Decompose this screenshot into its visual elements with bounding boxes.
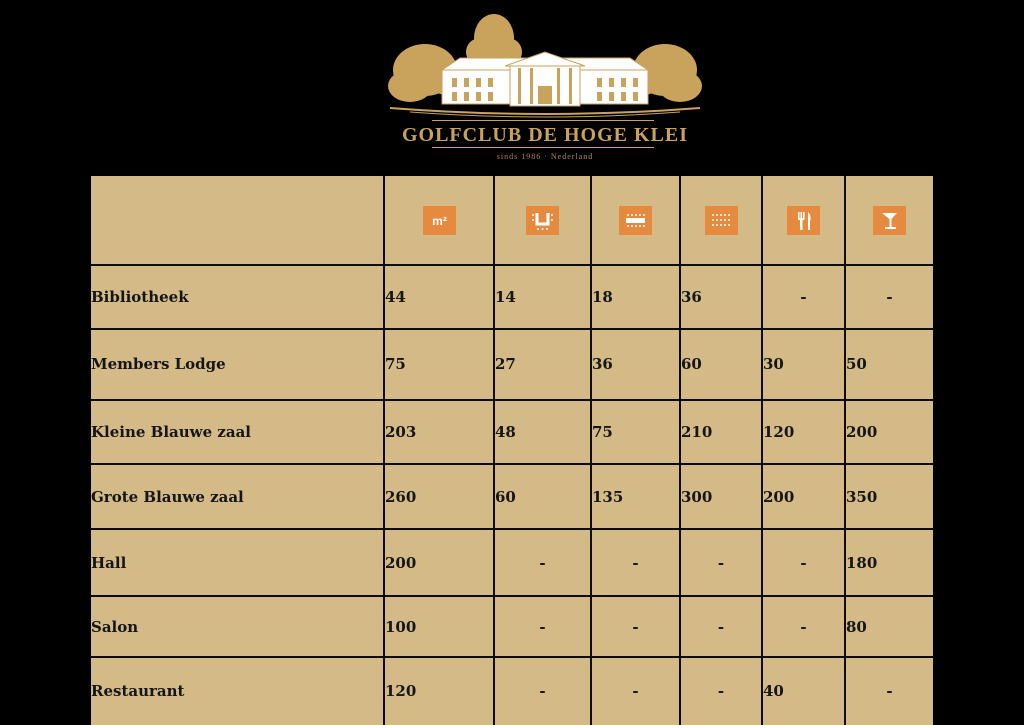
capacity-value: 40 [763,682,784,701]
capacity-value: 60 [495,487,516,506]
capacity-value: 200 [846,422,878,441]
capacity-cell [384,529,494,596]
capacity-value: 30 [763,355,784,374]
capacity-value: 36 [681,287,702,306]
room-capacity-table [91,176,933,725]
capacity-value: 210 [681,422,713,441]
table-row [91,464,933,529]
capacity-cell [494,265,591,328]
table-row [91,657,933,725]
capacity-value: 18 [592,287,613,306]
u-shape-setup-icon [526,206,559,235]
capacity-value: 200 [385,553,417,572]
capacity-cell [384,596,494,656]
capacity-value: 44 [385,287,406,306]
capacity-cell [680,400,762,464]
capacity-cell [680,329,762,400]
capacity-value: - [717,682,725,701]
room-name: Hall [91,529,384,596]
capacity-value: - [886,682,893,701]
capacity-value: 60 [681,355,702,374]
capacity-value: 120 [763,422,795,441]
capacity-value: 203 [385,422,417,441]
table-row [91,529,933,596]
capacity-value: 135 [592,487,624,506]
capacity-cell [494,464,591,529]
capacity-value: 300 [681,487,713,506]
capacity-value: - [632,617,639,636]
column-theatre [680,176,762,265]
capacity-value: - [717,553,725,572]
capacity-cell [591,657,680,725]
capacity-value: - [539,553,546,572]
capacity-value: 36 [592,355,613,374]
capacity-cell [384,657,494,725]
capacity-cell [680,464,762,529]
capacity-cell [762,265,845,328]
capacity-value: - [539,682,546,701]
capacity-value: 14 [495,287,516,306]
logo-subtitle: sinds 1986 · Nederland [496,152,594,161]
capacity-cell [845,265,933,328]
capacity-cell [384,265,494,328]
column-area [384,176,494,265]
column-dinner [762,176,845,265]
capacity-cell [591,265,680,328]
logo-rule-bottom [432,147,654,148]
logo-name: GOLFCLUB DE HOGE KLEI [401,124,689,146]
capacity-value: 180 [846,553,878,572]
capacity-cell [591,596,680,656]
capacity-value: - [800,287,807,306]
capacity-value: 80 [846,617,867,636]
header-row [91,176,933,265]
table-row [91,400,933,464]
table-row [91,596,933,656]
capacity-cell [591,464,680,529]
room-name: Grote Blauwe zaal [91,464,384,529]
capacity-cell [591,400,680,464]
capacity-cell [384,400,494,464]
room-name: Salon [91,596,384,656]
capacity-value: - [800,553,807,572]
capacity-cell [384,464,494,529]
capacity-cell [762,400,845,464]
header-blank [91,176,384,265]
capacity-value: 75 [592,422,613,441]
table-row [91,329,933,400]
room-name: Bibliotheek [91,265,384,328]
room-name: Members Lodge [91,329,384,400]
column-boardroom [591,176,680,265]
capacity-cell [494,596,591,656]
capacity-cell [845,657,933,725]
capacity-cell [762,596,845,656]
capacity-cell [384,329,494,400]
column-u-shape [494,176,591,265]
capacity-cell [845,529,933,596]
area-m2-icon [423,206,456,235]
capacity-value: - [717,617,725,636]
capacity-value: - [632,553,639,572]
capacity-cell [845,464,933,529]
capacity-value: 27 [495,355,516,374]
capacity-cell [680,529,762,596]
capacity-value: 75 [385,355,406,374]
reception-setup-icon [873,206,906,235]
capacity-value: 100 [385,617,417,636]
capacity-cell [762,529,845,596]
capacity-value: 260 [385,487,417,506]
capacity-value: 120 [385,682,417,701]
capacity-cell [680,657,762,725]
capacity-value: 48 [495,422,516,441]
capacity-cell [762,657,845,725]
capacity-cell [494,529,591,596]
capacity-cell [845,400,933,464]
capacity-cell [591,529,680,596]
room-name: Restaurant [91,657,384,725]
capacity-value: - [632,682,639,701]
capacity-cell [762,464,845,529]
capacity-value: 50 [846,355,867,374]
capacity-value: - [886,287,893,306]
capacity-cell [494,657,591,725]
logo-rule-top [432,120,654,121]
svg-text:m²: m² [431,213,447,228]
room-name: Kleine Blauwe zaal [91,400,384,464]
table-row [91,265,933,328]
capacity-value: 200 [763,487,795,506]
capacity-cell [680,596,762,656]
capacity-cell [591,329,680,400]
capacity-cell [845,329,933,400]
column-reception [845,176,933,265]
capacity-cell [762,329,845,400]
capacity-value: - [800,617,807,636]
dinner-setup-icon [787,206,820,235]
capacity-cell [845,596,933,656]
capacity-value: 350 [846,487,878,506]
capacity-value: - [539,617,546,636]
capacity-cell [680,265,762,328]
theatre-setup-icon [705,206,738,235]
capacity-cell [494,400,591,464]
boardroom-setup-icon [619,206,652,235]
capacity-cell [494,329,591,400]
